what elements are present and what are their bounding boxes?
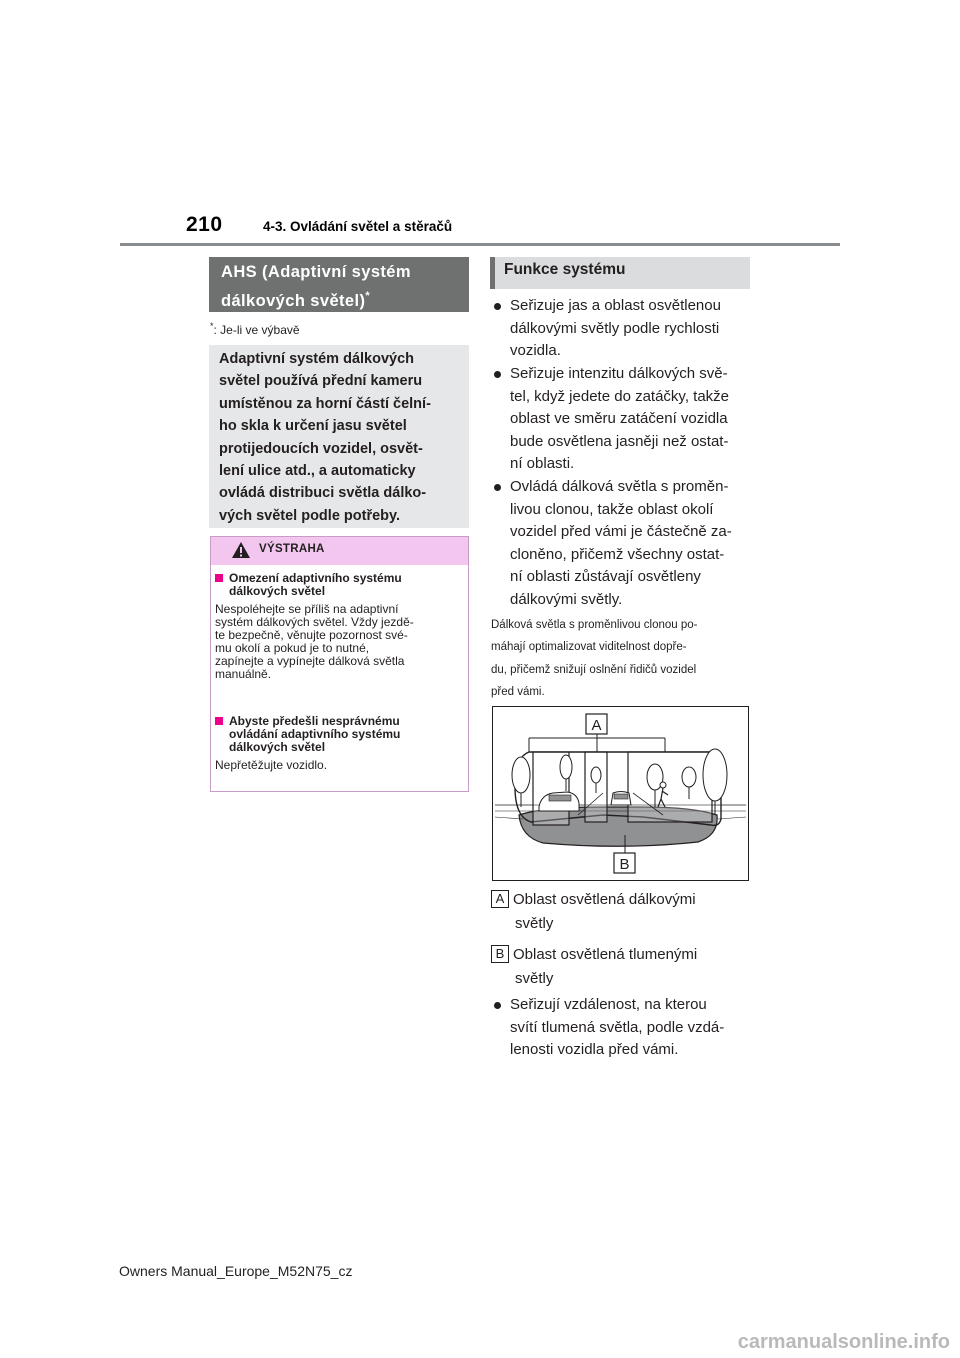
bullet-line: cloněno, přičemž všechny ostat- [510, 545, 725, 563]
footnote-marker: * [210, 321, 214, 331]
bullet-line: vozidla. [510, 342, 561, 360]
square-bullet-icon [215, 574, 223, 582]
intro-line: ovládá distribuci světla dálko- [219, 485, 427, 502]
bullet-dot-icon [494, 484, 501, 491]
warning-text-line: Nepřetěžujte vozidlo. [215, 758, 328, 772]
bullet-line: tel, když jedete do zatáčky, takže [510, 387, 730, 405]
note-line: před vámi. [491, 686, 545, 699]
warning-item [215, 715, 463, 772]
bullet-item [494, 476, 750, 612]
footnote [210, 321, 300, 337]
bullet-item [494, 295, 750, 363]
note-line: du, přičemž snižují oslnění řidičů vozidel [491, 663, 697, 676]
intro-line: světel používá přední kameru [219, 373, 423, 390]
warning-title: VÝSTRAHA [259, 543, 325, 555]
bullet-item [494, 363, 750, 476]
ahs-heading [209, 257, 469, 312]
warning-box [210, 536, 469, 792]
legend-line: Oblast osvětlená tlumenými [513, 946, 698, 963]
warning-item-text [215, 759, 463, 772]
bullet-line: ní oblasti zůstávají osvětleny [510, 568, 701, 586]
bullet-dot-icon [494, 1002, 501, 1009]
intro-line: lení ulice atd., a automaticky [219, 463, 416, 480]
bullet-line: ní oblasti. [510, 455, 575, 473]
legend-item-b [491, 943, 751, 991]
bullet-line: bude osvětlena jasněji než ostat- [510, 432, 729, 450]
ahs-heading-marker: * [365, 290, 371, 302]
bullet-line: oblast ve směru zatáčení vozidla [510, 410, 728, 428]
bullet-item [494, 994, 750, 1062]
bullet-line: Seřizuje intenzitu dálkových svě- [510, 365, 728, 382]
warning-text-line: Nespoléhejte se příliš na adaptivní [215, 602, 399, 616]
warning-text-line: te bezpečně, věnujte pozornost své- [215, 628, 408, 642]
note-line: Dálková světla s proměnlivou clonou po- [491, 619, 698, 631]
warning-item-title-line: ovládání adaptivního systému [229, 727, 401, 741]
headlight-illustration-svg [493, 707, 748, 880]
warning-item-title-line: dálkových světel [229, 584, 326, 598]
warning-item-title-line: Omezení adaptivního systému [229, 571, 402, 585]
warning-icon [231, 541, 251, 559]
legend-key-a: A [491, 890, 509, 908]
ahs-heading-text: AHS (Adaptivní systém dálkových světel) [221, 263, 411, 310]
warning-text-line: manuálně. [215, 667, 272, 681]
bullet-line: dálkovými světly podle rychlosti [510, 319, 720, 337]
warning-header [211, 537, 468, 565]
intro-line: ho skla k určení jasu světel [219, 418, 407, 435]
note-line: máhají optimalizovat viditelnost dopře- [491, 641, 687, 654]
watermark[interactable]: carmanualsonline.info [737, 1331, 950, 1353]
bullet-dot-icon [494, 371, 501, 378]
warning-item-title [215, 572, 463, 598]
warning-text-line: systém dálkových světel. Vždy jezdě- [215, 615, 414, 629]
warning-item-title-line: Abyste předešli nesprávnému [229, 714, 400, 728]
legend-line: světly [515, 915, 554, 932]
intro-box [209, 345, 469, 528]
figure-label-b: B [619, 856, 630, 873]
warning-text-line: mu okolí a pokud je to nutné, [215, 641, 370, 655]
intro-line: umístěnou za horní částí čelní- [219, 395, 431, 412]
legend-key-b: B [491, 945, 509, 963]
page-number: 210 [186, 213, 223, 236]
warning-item-text [215, 603, 463, 681]
bullet-line: Ovládá dálková světla s proměn- [510, 478, 729, 495]
bullet-line: Seřizuje jas a oblast osvětlenou [510, 297, 721, 314]
bullet-line: livou clonou, takže oblast okolí [510, 500, 714, 518]
headlight-illustration [492, 706, 749, 881]
footer-text: Owners Manual_Europe_M52N75_cz [119, 1263, 353, 1279]
intro-line: protijedoucích vozidel, osvět- [219, 440, 423, 457]
bullet-line: dálkovými světly. [510, 590, 623, 608]
legend-item-a [491, 888, 751, 936]
legend-line: Oblast osvětlená dálkovými [513, 891, 696, 908]
bullet-line: svítí tlumená světla, podle vzdá- [510, 1018, 725, 1036]
bullet-line: lenosti vozidla před vámi. [510, 1041, 679, 1059]
function-heading: Funkce systému [490, 257, 750, 289]
bullet-line: Seřizují vzdálenost, na kterou [510, 996, 707, 1013]
legend-line: světly [515, 970, 554, 987]
note-text [491, 614, 753, 704]
warning-item-title [215, 715, 463, 754]
warning-item [215, 572, 463, 681]
bullet-dot-icon [494, 303, 501, 310]
bullet-line: vozidel před vámi je částečně za- [510, 523, 732, 541]
header-divider [120, 243, 840, 246]
section-title: 4-3. Ovládání světel a stěračů [263, 219, 453, 234]
warning-item-title-line: dálkových světel [229, 740, 326, 754]
intro-line: Adaptivní systém dálkových [219, 351, 415, 367]
footnote-text: : Je-li ve výbavě [213, 323, 300, 337]
intro-line: vých světel podle potřeby. [219, 507, 401, 524]
square-bullet-icon [215, 717, 223, 725]
warning-text-line: zapínejte a vypínejte dálková světla [215, 654, 405, 668]
figure-label-a: A [591, 717, 602, 734]
